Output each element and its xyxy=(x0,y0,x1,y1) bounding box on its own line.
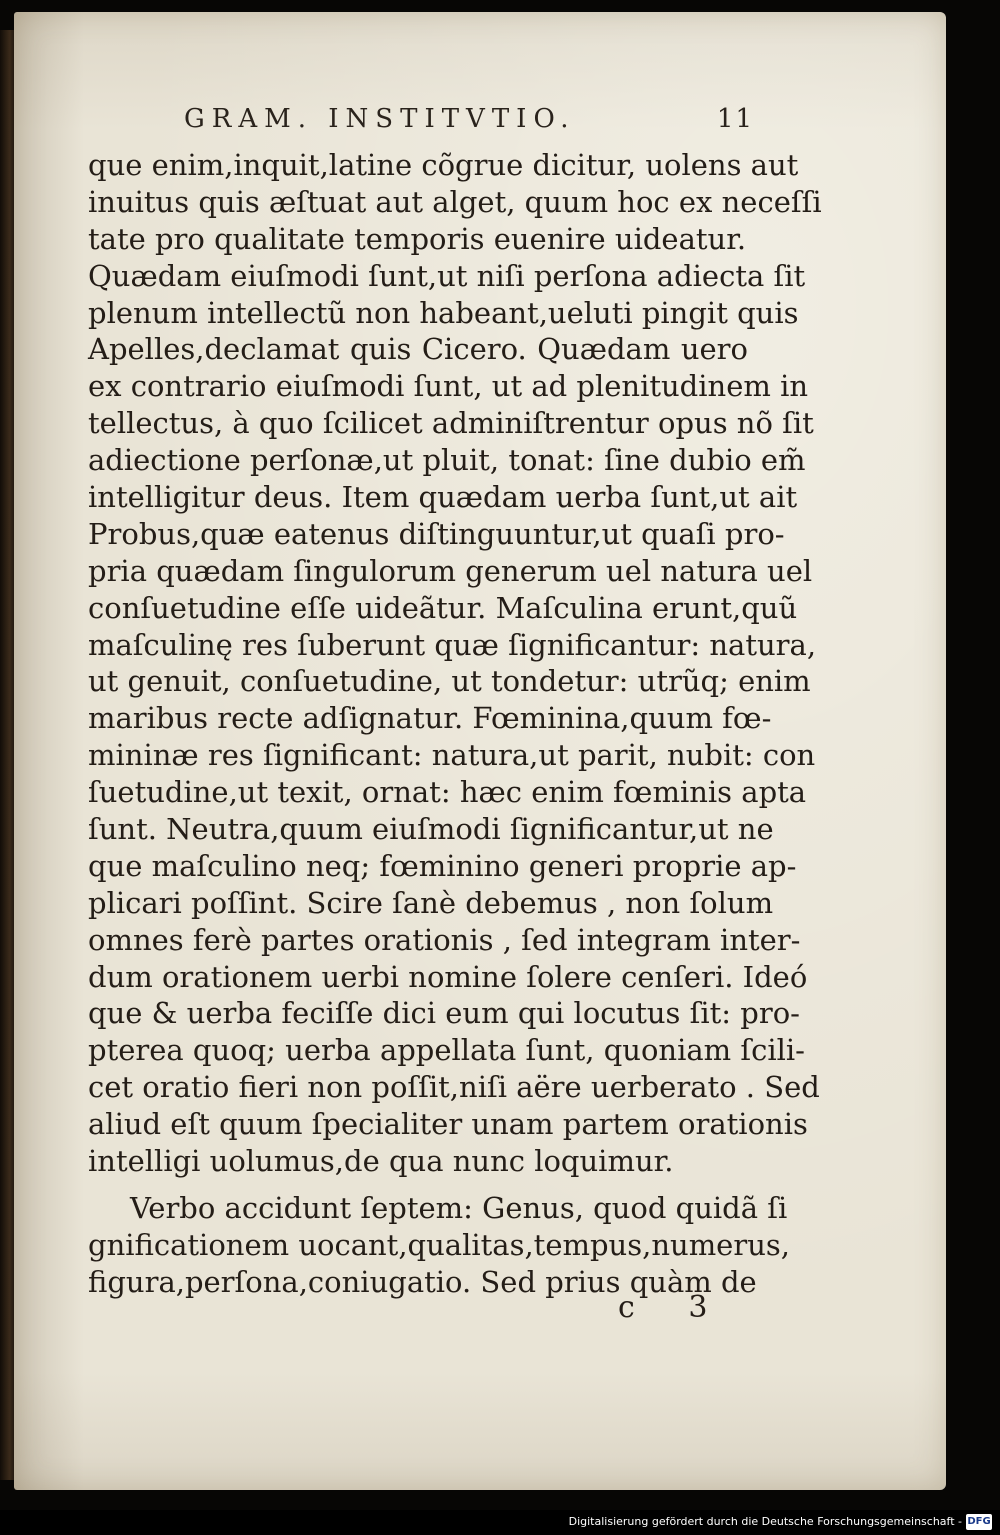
digitization-credit: Digitalisierung gefördert durch die Deutsche Forschungsgemeinschaft - xyxy=(568,1515,962,1528)
text-line: ſuetudine,ut texit, ornat: hæc enim fœminis apta xyxy=(88,775,807,810)
text-line: que enim,inquit,latine cõgrue dicitur, uolens aut xyxy=(88,148,799,182)
running-head xyxy=(184,104,754,144)
text-line: maſculinę res ſuberunt quæ ſignificantur: natura, xyxy=(88,627,817,662)
text-line: pterea quoq; uerba appellata ſunt, quoniam ſcili- xyxy=(88,1033,805,1068)
text-block xyxy=(88,147,822,1301)
text-line: plicari poſſint. Scire ſanè debemus , non ſolum xyxy=(88,885,774,920)
text-line: tellectus, à quo ſcilicet adminiſtrentur opus nõ ſit xyxy=(88,406,814,441)
text-line: pria quædam ſingulorum generum uel natura uel xyxy=(88,553,813,588)
text-line: Probus,quæ eatenus diſtinguuntur,ut quaſi pro- xyxy=(88,516,785,551)
text-line: intelligitur deus. Item quædam uerba ſunt,ut ait xyxy=(88,480,798,515)
signature-mark: c 3 xyxy=(618,1290,730,1325)
text-line: Apelles,declamat quis Cicero. Quædam uero xyxy=(88,332,748,367)
text-line: maribus recte adſignatur. Fœminina,quum fœ- xyxy=(88,701,772,736)
text-line: dum orationem uerbi nomine ſolere cenſeri. Ideó xyxy=(88,959,808,994)
text-line: inuitus quis æſtuat aut alget, quum hoc ex neceſſi xyxy=(88,184,822,219)
text-line: aliud eſt quum ſpecialiter unam partem orationis xyxy=(88,1107,808,1142)
text-line: conſuetudine eſſe uideãtur. Maſculina erunt,quũ xyxy=(88,590,798,625)
text-line: omnes ferè partes orationis , ſed integram inter- xyxy=(88,922,801,957)
text-line: mininæ res ſignificant: natura,ut parit, nubit: con xyxy=(88,738,816,773)
text-line: adiectione perſonæ,ut pluit, tonat: ſine dubio em̃ xyxy=(88,443,806,478)
running-title: GRAM. INSTITVTIO. xyxy=(184,104,576,134)
text-line: que maſculino neq; fœminino generi proprie ap- xyxy=(88,848,797,883)
text-line: ex contrario eiuſmodi ſunt, ut ad plenitudinem in xyxy=(88,369,809,404)
text-line: tate pro qualitate temporis euenire uideatur. xyxy=(88,221,747,256)
text-line: que & uerba feciſſe dici eum qui locutus ſit: pro- xyxy=(88,996,800,1031)
text-line: Verbo accidunt ſeptem: Genus, quod quidã ſi xyxy=(130,1190,788,1225)
page-number: 11 xyxy=(716,104,754,134)
text-line: plenum intellectũ non habeant,ueluti pingit quis xyxy=(88,295,799,330)
book-page xyxy=(14,12,946,1490)
dfg-logo: DFG xyxy=(966,1514,992,1530)
text-line: gnificationem uocant,qualitas,tempus,numerus, xyxy=(88,1227,790,1262)
text-line: figura,perſona,coniugatio. Sed prius quàm de xyxy=(88,1264,757,1299)
text-line: ut genuit, conſuetudine, ut tondetur: utrũq; enim xyxy=(88,664,811,699)
text-line: intelligi uolumus,de qua nunc loquimur. xyxy=(88,1144,674,1179)
text-line: cet oratio fieri non poſſit,niſi aëre uerberato . Sed xyxy=(88,1070,820,1105)
text-line: Quædam eiuſmodi ſunt,ut niſi perſona adiecta ſit xyxy=(88,258,806,293)
text-line: ſunt. Neutra,quum eiuſmodi ſignificantur,ut ne xyxy=(88,812,774,847)
